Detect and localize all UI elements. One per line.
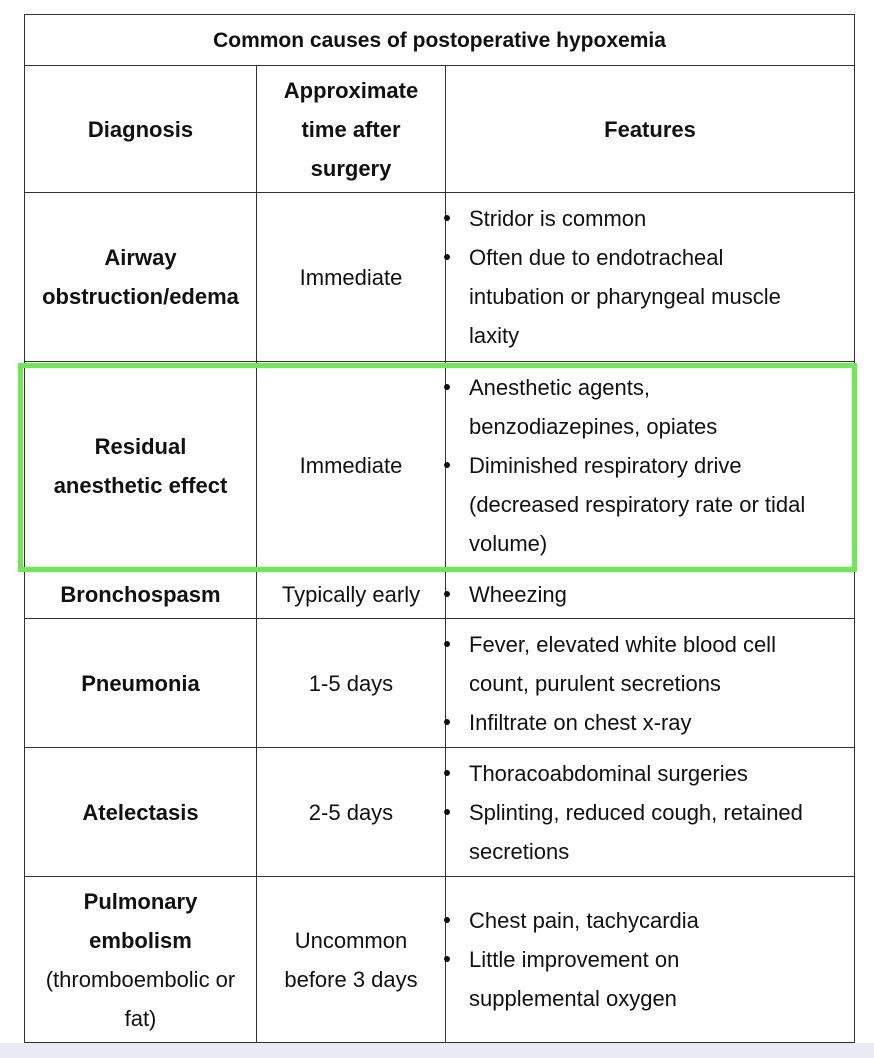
time-cell: Uncommon before 3 days xyxy=(257,877,446,1043)
table-row xyxy=(25,748,855,877)
table-row xyxy=(25,570,855,619)
time-cell: Typically early xyxy=(257,570,446,619)
feature-item: Wheezing xyxy=(469,575,854,614)
features-cell xyxy=(446,748,855,877)
time-cell: Immediate xyxy=(257,362,446,570)
diagnosis-cell: Residual anesthetic effect xyxy=(25,362,257,570)
diagnosis-cell: Atelectasis xyxy=(25,748,257,877)
feature-item: Infiltrate on chest x-ray xyxy=(469,703,854,742)
diagnosis-cell: Airway obstruction/edema xyxy=(25,193,257,362)
table-row xyxy=(25,619,855,748)
feature-item: Little improvement on supplemental oxygen xyxy=(469,940,854,1018)
feature-item: Chest pain, tachycardia xyxy=(469,901,854,940)
features-cell xyxy=(446,877,855,1043)
time-cell: 2-5 days xyxy=(257,748,446,877)
header-features: Features xyxy=(446,66,855,193)
table-row xyxy=(25,362,855,570)
time-cell: 1-5 days xyxy=(257,619,446,748)
feature-item: Splinting, reduced cough, retained secretions xyxy=(469,793,854,871)
features-cell xyxy=(446,193,855,362)
features-cell xyxy=(446,362,855,570)
diagnosis-cell: Pneumonia xyxy=(25,619,257,748)
header-row xyxy=(25,66,855,193)
diagnosis-cell: Pulmonary embolism (thromboembolic or fat) xyxy=(25,877,257,1043)
features-cell xyxy=(446,570,855,619)
features-cell xyxy=(446,619,855,748)
table-caption: Common causes of postoperative hypoxemia xyxy=(25,15,855,66)
feature-item: Thoracoabdominal surgeries xyxy=(469,754,854,793)
feature-item: Stridor is common xyxy=(469,199,854,238)
diagnosis-cell: Bronchospasm xyxy=(25,570,257,619)
header-time: Approximate time after surgery xyxy=(257,66,446,193)
feature-item: Fever, elevated white blood cell count, purulent secretions xyxy=(469,625,854,703)
feature-item: Often due to endotracheal intubation or pharyngeal muscle laxity xyxy=(469,238,854,355)
header-diagnosis: Diagnosis xyxy=(25,66,257,193)
feature-item: Diminished respiratory drive (decreased respiratory rate or tidal volume) xyxy=(469,446,854,563)
table-row xyxy=(25,193,855,362)
hypoxemia-table xyxy=(24,14,855,1043)
feature-item: Anesthetic agents, benzodiazepines, opiates xyxy=(469,368,854,446)
caption-row xyxy=(25,15,855,66)
time-cell: Immediate xyxy=(257,193,446,362)
table-row xyxy=(25,877,855,1043)
